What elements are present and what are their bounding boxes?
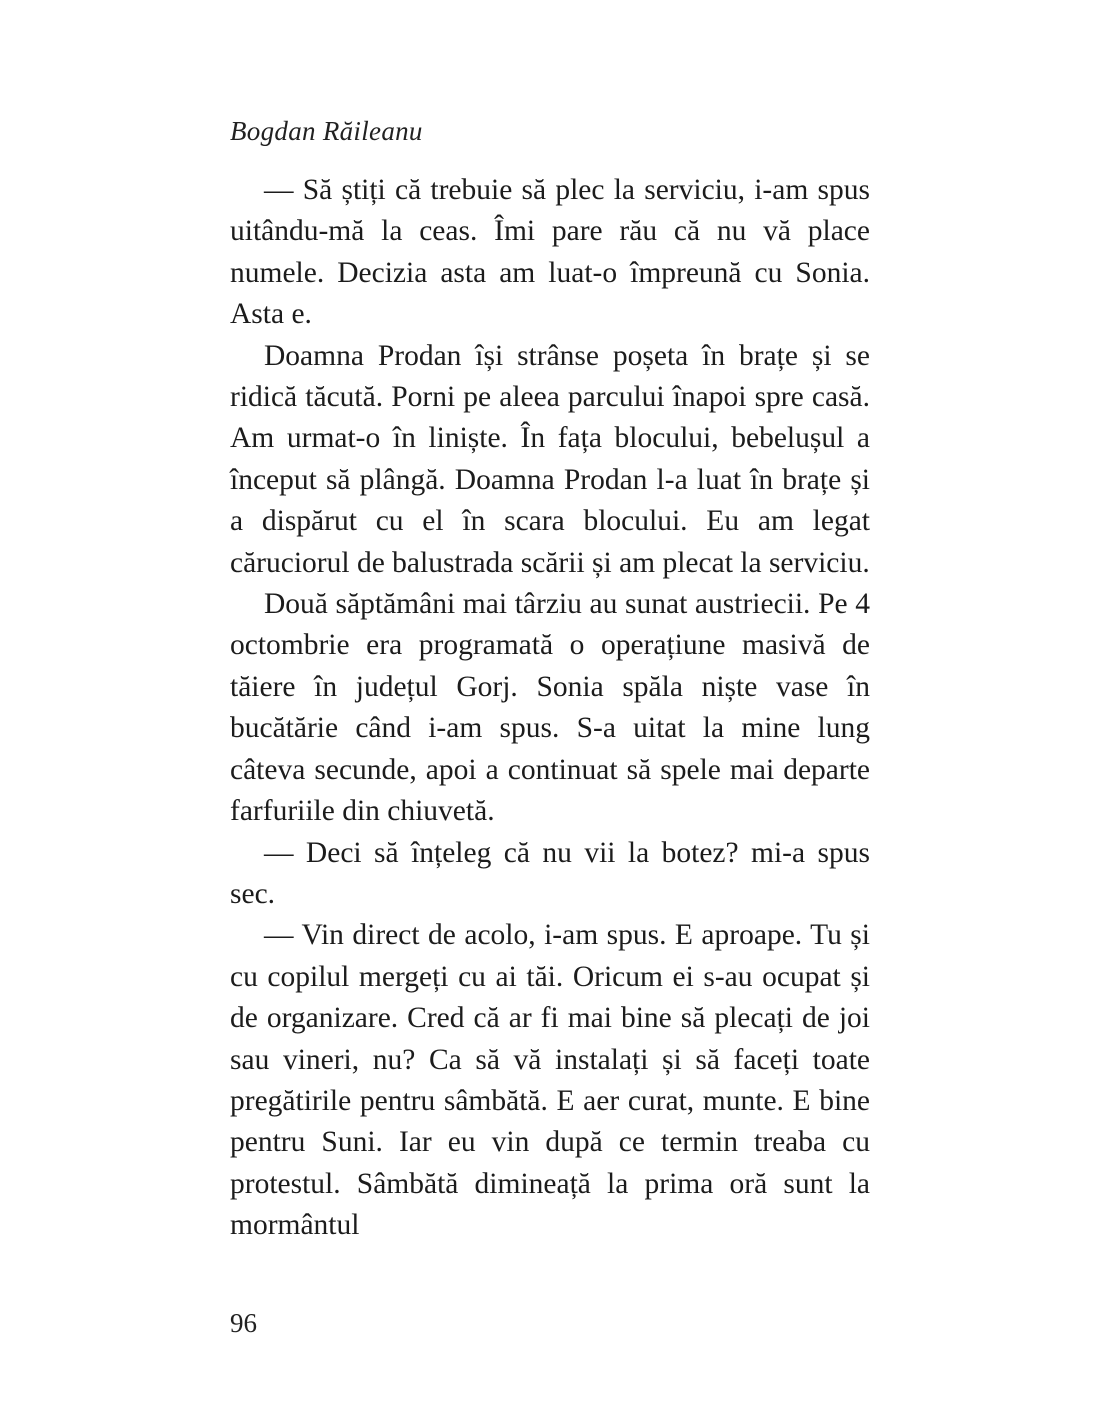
- paragraph-2: Doamna Prodan își strânse poșeta în brațe și se ridică tăcută. Porni pe aleea parcului înapoi spre casă. Am urmat-o în liniște. În fața blocului, bebelușul a început să plângă. Doamna Prodan l-a luat în brațe și a dispărut cu el în scara blocului. Eu am legat căruciorul de balustrada scării și am plecat la serviciu.: [230, 339, 870, 579]
- paragraph-5: — Vin direct de acolo, i-am spus. E aproape. Tu și cu copilul mergeți cu ai tăi. Oricum ei s-au ocupat și de organizare. Cred că ar fi mai bine să plecați de joi sau vineri, nu? Ca să vă instalați și să faceți toate pregătirile pentru sâmbătă. E aer curat, munte. E bine pentru Suni. Iar eu vin după ce termin treaba cu protestul. Sâmbătă dimineață la prima oră sunt la mormântul: [230, 919, 870, 1242]
- running-header-author: Bogdan Răileanu: [230, 116, 423, 146]
- paragraph-1: — Să știți că trebuie să plec la serviciu, i-am spus uitându-mă la ceas. Îmi pare rău că nu vă place numele. Decizia asta am luat-o împreună cu Sonia. Asta e.: [230, 174, 870, 331]
- paragraph-4: — Deci să înțeleg că nu vii la botez? mi-a spus sec.: [230, 836, 870, 910]
- page-number: 96: [230, 1308, 257, 1338]
- body-text: [230, 170, 870, 1247]
- paragraph-3: Două săptămâni mai târziu au sunat austriecii. Pe 4 octombrie era programată o operațiune masivă de tăiere în județul Gorj. Sonia spăla niște vase în bucătărie când i-am spus. S-a uitat la mine lung câteva secunde, apoi a continuat să spele mai departe farfuriile din chiuvetă.: [230, 588, 870, 828]
